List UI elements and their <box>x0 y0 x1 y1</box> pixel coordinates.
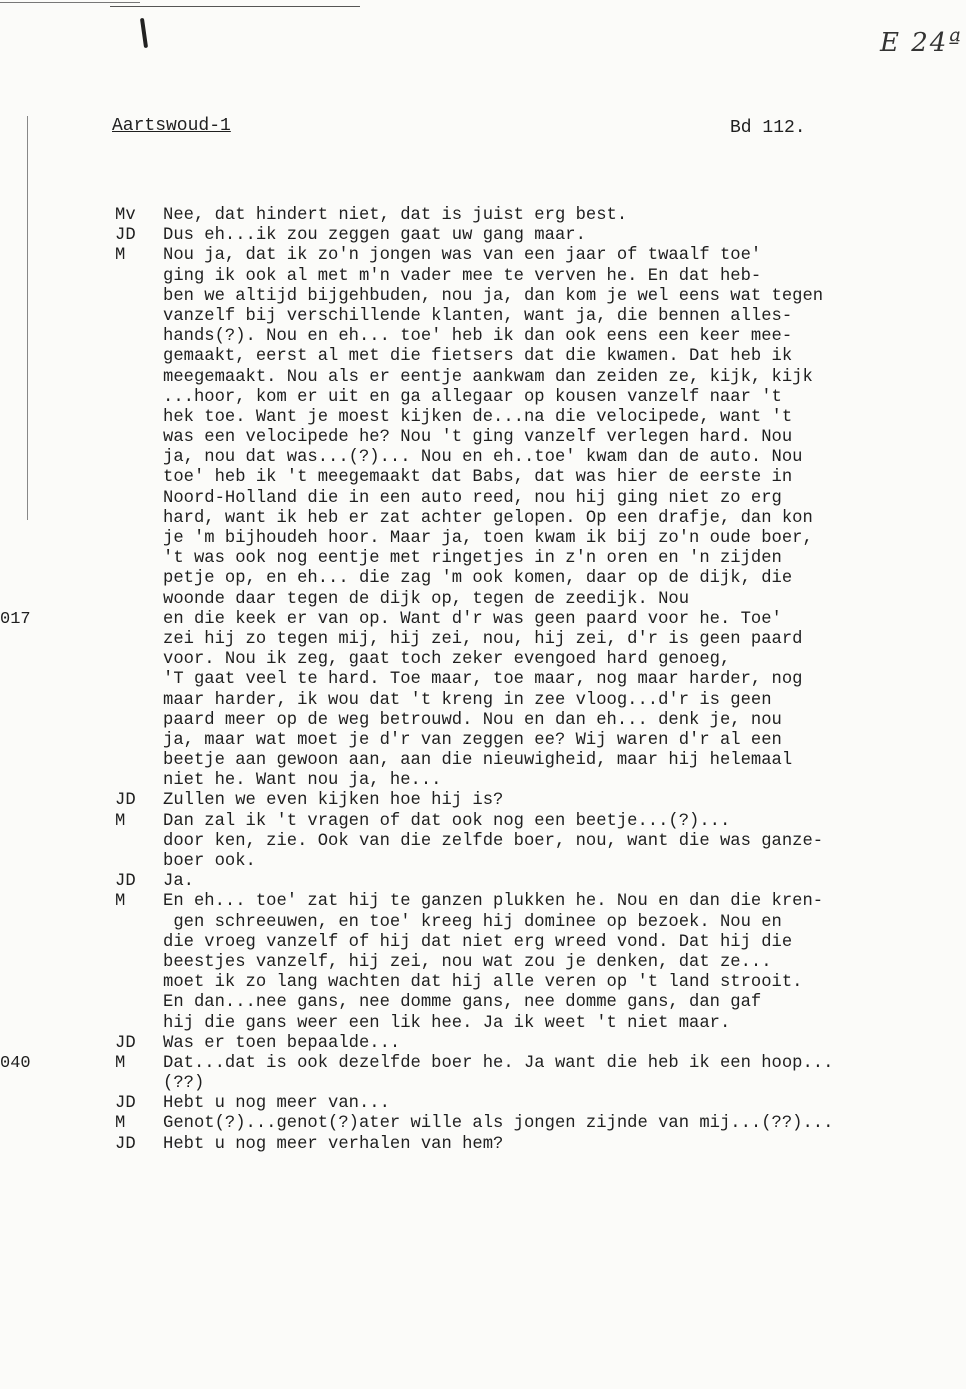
transcript-line <box>0 913 966 933</box>
transcript-line <box>0 1034 966 1054</box>
utterance-text: beetje aan gewoon aan, aan die nieuwigheid, maar hij helemaal <box>163 751 793 771</box>
transcript-line <box>0 711 966 731</box>
transcript-line <box>0 246 966 266</box>
utterance-text: ja, maar wat moet je d'r van zeggen ee? Wij waren d'r al een <box>163 730 782 750</box>
transcript-line <box>0 1014 966 1034</box>
utterance-text: hij die gans weer een lik hee. Ja ik weet 't niet maar. <box>163 1013 731 1033</box>
speaker-label: JD <box>115 1033 136 1053</box>
transcript-line <box>0 933 966 953</box>
top-rule <box>110 6 360 7</box>
transcript-line <box>0 569 966 589</box>
transcript-line <box>0 408 966 428</box>
utterance-text: hands(?). Nou en eh... toe' heb ik dan ook eens een keer mee- <box>163 327 793 347</box>
location-header: Aartswoud-1 <box>112 116 231 136</box>
utterance-text: maar harder, ik wou dat 't kreng in zee vloog...d'r is geen <box>163 690 772 710</box>
speaker-label: JD <box>115 791 136 811</box>
speaker-label: M <box>115 246 126 266</box>
transcript-line <box>0 771 966 791</box>
transcript-line <box>0 1074 966 1094</box>
utterance-text: Genot(?)...genot(?)ater wille als jongen zijnde van mij...(??)... <box>163 1114 834 1134</box>
transcript-line <box>0 529 966 549</box>
transcript-line <box>0 993 966 1013</box>
transcript-line <box>0 347 966 367</box>
transcript-line <box>0 1054 966 1074</box>
utterance-text: je 'm bijhoudeh hoor. Maar ja, toen kwam ik bij zo'n oude boer, <box>163 529 813 548</box>
transcript-line <box>0 327 966 347</box>
utterance-text: Nou ja, dat ik zo'n jongen was van een jaar of twaalf toe' <box>163 246 762 266</box>
utterance-text: boer ook. <box>163 852 256 871</box>
utterance-text: ...hoor, kom er uit en ga allegaar op kousen vanzelf naar 't <box>163 387 782 407</box>
transcript-line <box>0 368 966 388</box>
transcript-line <box>0 226 966 246</box>
speaker-label: M <box>115 892 126 912</box>
utterance-text: meegemaakt. Nou als er eentje aankwam dan zeiden ze, kijk, kijk <box>163 367 813 387</box>
transcript-line <box>0 509 966 529</box>
transcript-line <box>0 731 966 751</box>
transcript-line <box>0 812 966 832</box>
utterance-text: Dat...dat is ook dezelfde boer he. Ja want die heb ik een hoop... <box>163 1053 834 1073</box>
transcript-line <box>0 428 966 448</box>
speaker-label: JD <box>115 1134 136 1154</box>
transcript-line <box>0 468 966 488</box>
tape-counter: 017 <box>0 609 31 629</box>
utterance-text: woonde daar tegen de dijk op, tegen de zeedijk. Nou <box>163 589 690 609</box>
transcript-line <box>0 691 966 711</box>
utterance-text: gemaakt, eerst al met die fietsers dat die kwamen. Dat heb ik <box>163 347 793 367</box>
transcript-line <box>0 872 966 892</box>
transcript-line <box>0 892 966 912</box>
ink-mark <box>140 18 148 48</box>
utterance-text: ging ik ook al met m'n vader mee te verven he. En dat heb- <box>163 266 762 286</box>
utterance-text: hek toe. Want je moest kijken de...na die velocipede, want 't <box>163 407 793 427</box>
transcript-line <box>0 630 966 650</box>
transcript-line <box>0 650 966 670</box>
transcript-line <box>0 448 966 468</box>
utterance-text: beestjes vanzelf, hij zei, nou wat zou je denken, dat ze... <box>163 952 772 972</box>
transcript-line <box>0 751 966 771</box>
utterance-text: 't was ook nog eentje met ringetjes in z'n oren en 'n zijden <box>163 549 782 569</box>
transcript-line <box>0 388 966 408</box>
speaker-label: JD <box>115 1094 136 1114</box>
utterance-text: Was er toen bepaalde... <box>163 1033 401 1053</box>
utterance-text: die vroeg vanzelf of hij dat niet erg wreed vond. Dat hij die <box>163 932 793 952</box>
transcript-line <box>0 307 966 327</box>
transcript-line <box>0 590 966 610</box>
utterance-text: gen schreeuwen, en toe' kreeg hij dominee op bezoek. Nou en <box>163 912 782 932</box>
speaker-label: Mv <box>115 206 136 225</box>
utterance-text: Dan zal ik 't vragen of dat ook nog een beetje...(?)... <box>163 811 731 831</box>
utterance-text: En dan...nee gans, nee domme gans, nee domme gans, dan gaf <box>163 993 762 1013</box>
utterance-text: door ken, zie. Ook van die zelfde boer, nou, want die was ganze- <box>163 831 824 851</box>
utterance-text: En eh... toe' zat hij te ganzen plukken he. Nou en dan die kren- <box>163 892 824 912</box>
utterance-text: niet he. Want nou ja, he... <box>163 771 442 791</box>
utterance-text: Nee, dat hindert niet, dat is juist erg best. <box>163 206 628 225</box>
tape-number: Bd 112. <box>730 118 806 138</box>
transcript-line <box>0 610 966 630</box>
transcript-line <box>0 1135 966 1155</box>
utterance-text: voor. Nou ik zeg, gaat toch zeker evengoed hard genoeg, <box>163 650 731 670</box>
transcript-line <box>0 1094 966 1114</box>
utterance-text: ja, nou dat was...(?)... Nou en eh..toe' kwam dan de auto. Nou <box>163 448 803 468</box>
utterance-text: hard, want ik heb er zat achter gelopen. Op een drafje, dan kon <box>163 508 813 528</box>
utterance-text: Ja. <box>163 872 194 892</box>
utterance-text: Hebt u nog meer van... <box>163 1094 390 1114</box>
speaker-label: JD <box>115 872 136 892</box>
utterance-text: zei hij zo tegen mij, hij zei, nou, hij zei, d'r is geen paard <box>163 629 803 649</box>
utterance-text: Dus eh...ik zou zeggen gaat uw gang maar. <box>163 226 586 246</box>
transcript-line <box>0 670 966 690</box>
tape-counter: 040 <box>0 1053 31 1073</box>
utterance-text: Hebt u nog meer verhalen van hem? <box>163 1134 504 1154</box>
utterance-text: paard meer op de weg betrouwd. Nou en dan eh... denk je, nou <box>163 710 782 730</box>
transcript-line <box>0 791 966 811</box>
transcript-line <box>0 287 966 307</box>
utterance-text: vanzelf bij verschillende klanten, want ja, die bennen alles- <box>163 306 793 326</box>
utterance-text: 'T gaat veel te hard. Toe maar, toe maar, nog maar harder, nog <box>163 670 803 690</box>
utterance-text: petje op, en eh... die zag 'm ook komen, daar op de dijk, die <box>163 569 793 589</box>
transcript-line <box>0 852 966 872</box>
speaker-label: JD <box>115 226 136 246</box>
transcript-line <box>0 953 966 973</box>
transcript-line <box>0 832 966 852</box>
utterance-text: en die keek er van op. Want d'r was geen paard voor he. Toe' <box>163 609 782 629</box>
transcript-line <box>0 1114 966 1134</box>
utterance-text: Noord-Holland die in een auto reed, nou hij ging niet zo erg <box>163 488 782 508</box>
utterance-text: toe' heb ik 't meegemaakt dat Babs, dat was hier de eerste in <box>163 468 793 488</box>
speaker-label: M <box>115 811 126 831</box>
speaker-label: M <box>115 1053 126 1073</box>
utterance-text: Zullen we even kijken hoe hij is? <box>163 791 504 811</box>
speaker-label: M <box>115 1114 126 1134</box>
top-rule-left <box>0 2 140 3</box>
transcript-line <box>0 267 966 287</box>
transcript-line <box>0 549 966 569</box>
transcript-line <box>0 973 966 993</box>
utterance-text: ben we altijd bijgehbuden, nou ja, dan kom je wel eens wat tegen <box>163 286 824 306</box>
archive-code: E 24ª <box>880 28 963 58</box>
utterance-text: (??) <box>163 1074 205 1094</box>
utterance-text: was een velocipede he? Nou 't ging vanzelf verlegen hard. Nou <box>163 428 793 448</box>
transcript-line <box>0 489 966 509</box>
utterance-text: moet ik zo lang wachten dat hij alle veren op 't land strooit. <box>163 973 803 993</box>
transcript-line <box>0 206 966 226</box>
transcript <box>0 206 966 1155</box>
